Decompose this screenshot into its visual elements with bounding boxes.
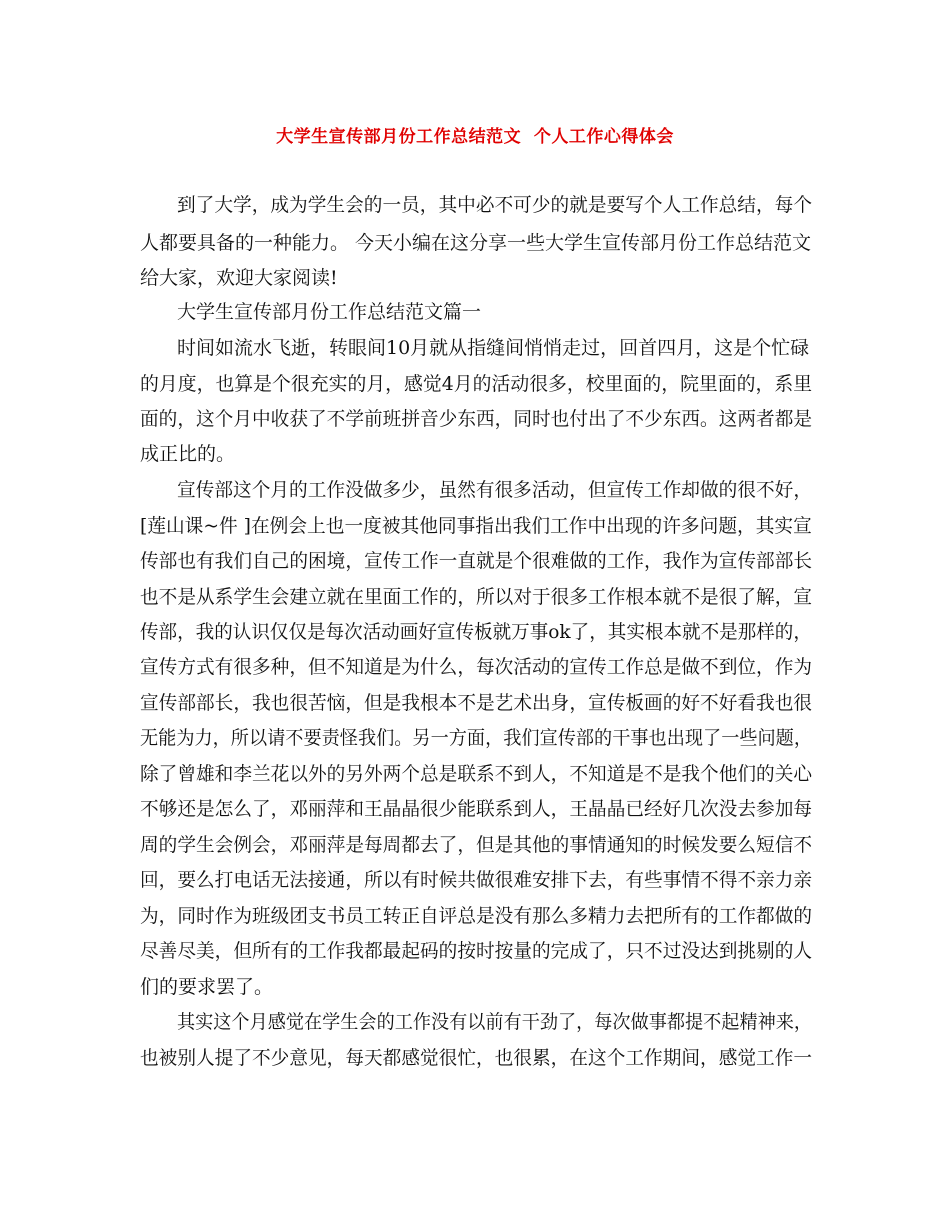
paragraph-line: 不够还是怎么了，邓丽萍和王晶晶很少能联系到人，王晶晶已经好几次没去参加每 <box>140 798 813 820</box>
paragraph-line: 其实这个月感觉在学生会的工作没有以前有干劲了，每次做事都提不起精神来， <box>177 1011 813 1033</box>
paragraph-line: 给大家，欢迎大家阅读! <box>140 267 338 289</box>
section-heading: 大学生宣传部月份工作总结范文篇一 <box>177 301 482 323</box>
paragraph-line: 成正比的。 <box>140 443 236 465</box>
paragraph-line: 们的要求罢了。 <box>140 976 274 998</box>
paragraph-line: 面的，这个月中收获了不学前班拼音少东西，同时也付出了不少东西。这两者都是 <box>140 408 813 430</box>
paragraph-line: 传部，我的认识仅仅是每次活动画好宣传板就万事ok了，其实根本就不是那样的， <box>140 621 812 643</box>
paragraph-line: 传部也有我们自己的困境，宣传工作一直就是个很难做的工作，我作为宣传部部长 <box>140 550 813 572</box>
paragraph-line: 人都要具备的一种能力。 今天小编在这分享一些大学生宣传部月份工作总结范文 <box>140 232 812 254</box>
paragraph-line: 也不是从系学生会建立就在里面工作的，所以对于很多工作根本就不是很了解，宣 <box>140 586 813 608</box>
paragraph-line: 回，要么打电话无法接通，所以有时候共做很难安排下去，有些事情不得不亲力亲 <box>140 869 813 891</box>
document-title: 大学生宣传部月份工作总结范文 个人工作心得体会 <box>276 127 674 147</box>
paragraph-line: 也被别人提了不少意见，每天都感觉很忙，也很累，在这个工作期间，感觉工作一 <box>140 1047 813 1069</box>
paragraph-line: 时间如流水飞逝，转眼间10月就从指缝间悄悄走过，回首四月，这是个忙碌 <box>177 337 810 359</box>
paragraph-line: 为，同时作为班级团支书员工转正自评总是没有那么多精力去把所有的工作都做的 <box>140 905 813 927</box>
paragraph-line: [莲山课~件 ]在例会上也一度被其他同事指出我们工作中出现的许多问题，其实宣 <box>140 515 812 537</box>
paragraph-line: 到了大学，成为学生会的一员，其中必不可少的就是要写个人工作总结，每个 <box>177 194 813 216</box>
paragraph-line: 周的学生会例会，邓丽萍是每周都去了，但是其他的事情通知的时候发要么短信不 <box>140 834 813 856</box>
paragraph-line: 宣传部这个月的工作没做多少，虽然有很多活动，但宣传工作却做的很不好， <box>177 479 813 501</box>
paragraph-line: 无能为力，所以请不要责怪我们。另一方面，我们宣传部的干事也出现了一些问题， <box>140 727 813 749</box>
paragraph-line: 宣传方式有很多种，但不知道是为什么，每次活动的宣传工作总是做不到位，作为 <box>140 656 813 678</box>
paragraph-line: 除了曾雄和李兰花以外的另外两个总是联系不到人，不知道是不是我个他们的关心 <box>140 763 813 785</box>
paragraph-line: 宣传部部长，我也很苦恼，但是我根本不是艺术出身，宣传板画的好不好看我也很 <box>140 692 813 714</box>
paragraph-line: 尽善尽美，但所有的工作我都最起码的按时按量的完成了，只不过没达到挑剔的人 <box>140 940 813 962</box>
paragraph-line: 的月度，也算是个很充实的月，感觉4月的活动很多，校里面的，院里面的，系里 <box>140 373 813 395</box>
